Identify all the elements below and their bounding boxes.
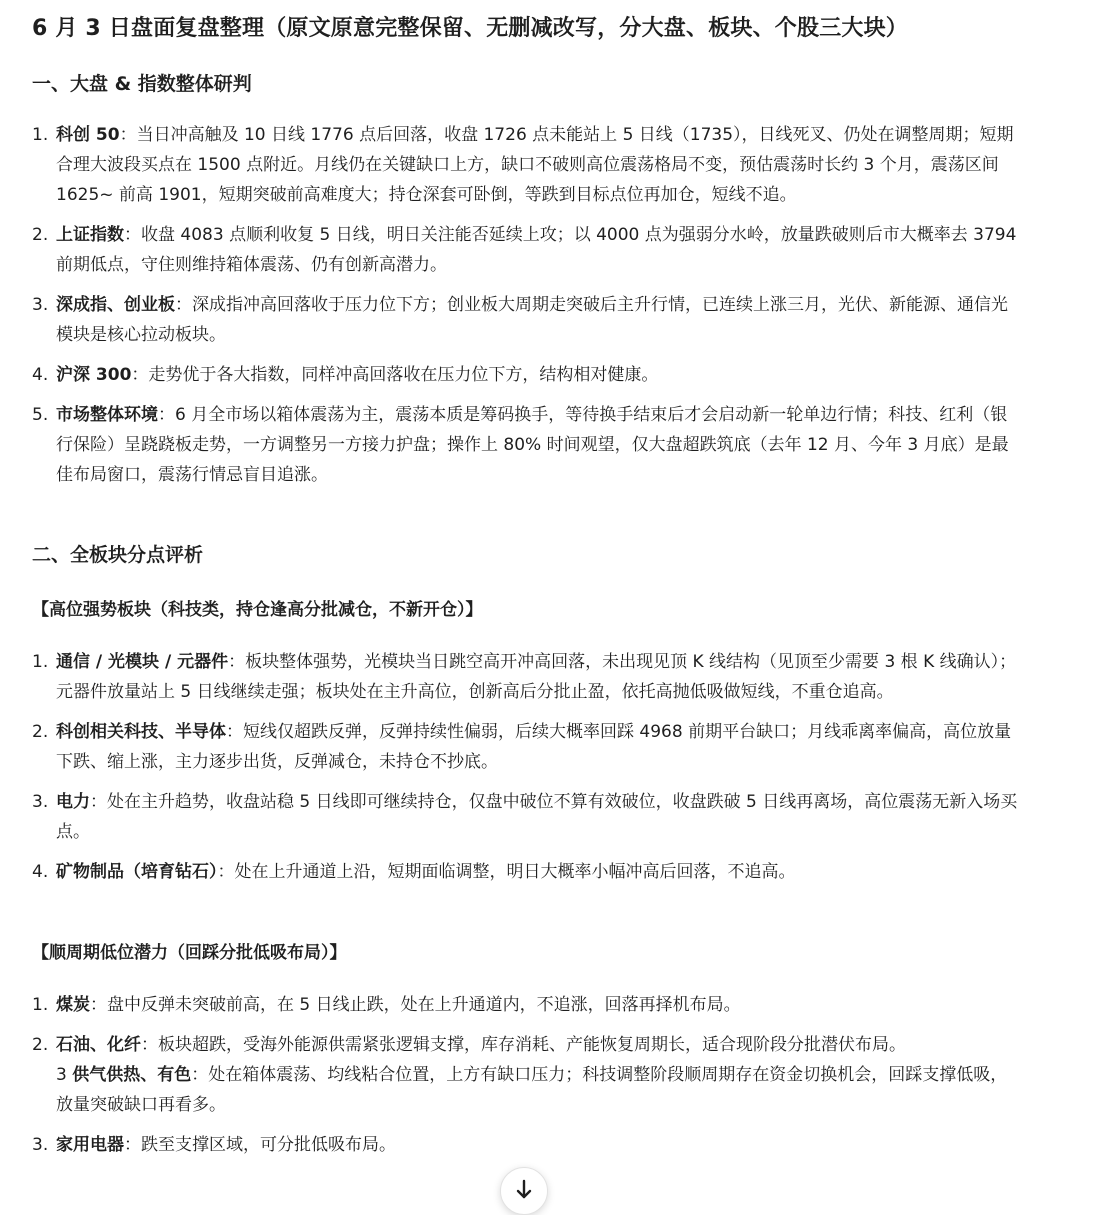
list-item: 1. 通信 / 光模块 / 元器件：板块整体强势，光模块当日跳空高开冲高回落，未出现见顶 K 线结构（见顶至少需要 3 根 K 线确认）；元器件放量站上 5 日线继续走强；板块处在主升高位，创新高后分批止盈，依托高抛低吸做短线，不重仓追高。 (32, 652, 1017, 702)
list-item: 5. 市场整体环境：6 月全市场以箱体震荡为主，震荡本质是筹码换手，等待换手结束后才会启动新一轮单边行情；科技、红利（银行保险）呈跷跷板走势，一方调整另一方接力护盘；操作上 80% 时间观望，仅大盘超跌筑底（去年 12 月、今年 3 月底）是最佳布局窗口，震荡行情忌盲目追涨。 (32, 405, 1009, 485)
sub-item: 3 供气供热、有色：处在箱体震荡、均线粘合位置，上方有缺口压力；科技调整阶段顺周期存在资金切换机会，回踩支撑低吸，放量突破缺口再看多。 (56, 1065, 1008, 1115)
list-item: 1. 煤炭：盘中反弹未突破前高，在 5 日线止跌，处在上升通道内，不追涨，回落再择机布局。 (32, 995, 741, 1015)
list-item: 4. 沪深 300：走势优于各大指数，同样冲高回落收在压力位下方，结构相对健康。 (32, 365, 659, 385)
arrow-down-icon (514, 1178, 534, 1202)
section-heading-market: 一、大盘 & 指数整体研判 (32, 73, 252, 95)
list-item: 2. 科创相关科技、半导体：短线仅超跌反弹，反弹持续性偏弱，后续大概率回踩 4968 前期平台缺口；月线乖离率偏高，高位放量下跌、缩上涨，主力逐步出货，反弹减仓，未持仓不抄底。 (32, 722, 1012, 772)
high-sector-list (32, 647, 1022, 897)
list-item: 2. 石油、化纤：板块超跌，受海外能源供需紧张逻辑支撑，库存消耗、产能恢复周期长，适合现阶段分批潜伏布局。 3 供气供热、有色：处在箱体震荡、均线粘合位置，上方有缺口压力；科技调整阶段顺周期存在资金切换机会，回踩支撑低吸，放量突破缺口再看多。 (32, 1030, 1022, 1120)
cyclical-sector-list (32, 990, 1022, 1170)
list-item: 3. 深成指、创业板：深成指冲高回落收于压力位下方；创业板大周期走突破后主升行情，已连续上涨三月，光伏、新能源、通信光模块是核心拉动板块。 (32, 295, 1008, 345)
group-heading-high: 【高位强势板块（科技类，持仓逢高分批减仓，不新开仓）】 (32, 600, 483, 620)
group-heading-cyclical: 【顺周期低位潜力（回踩分批低吸布局）】 (32, 943, 347, 963)
list-item: 3. 家用电器：跌至支撑区域，可分批低吸布局。 (32, 1135, 396, 1155)
list-item: 2. 上证指数：收盘 4083 点顺利收复 5 日线，明日关注能否延续上攻；以 4000 点为强弱分水岭，放量跌破则后市大概率去 3794 前期低点，守住则维持箱体震荡、仍有创新高潜力。 (32, 225, 1017, 275)
section-heading-sectors: 二、全板块分点评析 (32, 544, 204, 566)
page-title: 6 月 3 日盘面复盘整理（原文原意完整保留、无删减改写，分大盘、板块、个股三大块） (32, 16, 908, 41)
list-item: 3. 电力：处在主升趋势，收盘站稳 5 日线即可继续持仓，仅盘中破位不算有效破位，收盘跌破 5 日线再离场，高位震荡无新入场买点。 (32, 792, 1018, 842)
list-item: 1. 科创 50：当日冲高触及 10 日线 1776 点后回落，收盘 1726 点未能站上 5 日线（1735），日线死叉、仍处在调整周期；短期合理大波段买点在 1500 点附近。月线仍在关键缺口上方，缺口不破则高位震荡格局不变，预估震荡时长约 3 个月，震荡区间 1625~ 前高 1901，短期突破前高难度大；持仓深套可卧倒，等跌到目标点位再加仓，短线不追。 (32, 125, 1014, 205)
market-list (32, 120, 1022, 500)
scroll-to-bottom-button[interactable] (500, 1167, 548, 1215)
list-item: 4. 矿物制品（培育钻石）：处在上升通道上沿，短期面临调整，明日大概率小幅冲高后回落，不追高。 (32, 862, 796, 882)
